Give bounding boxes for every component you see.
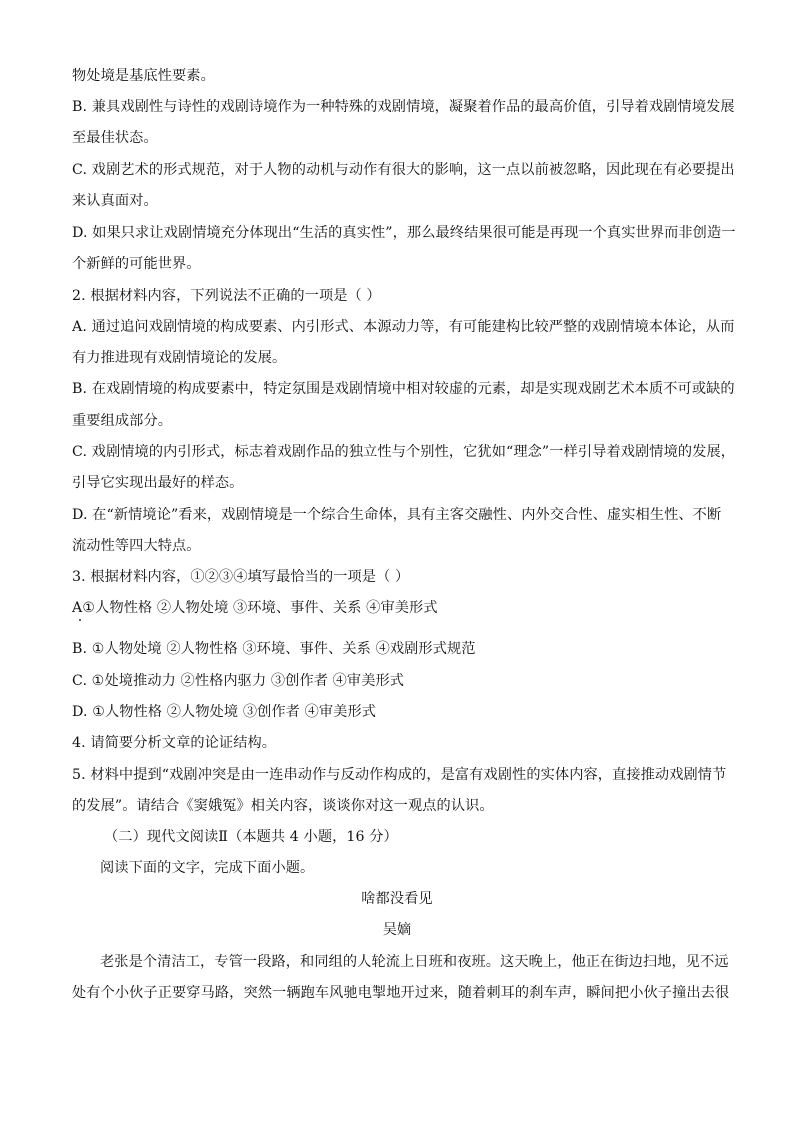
- option-b-line: B. 兼具戏剧性与诗性的戏剧诗境作为一种特殊的戏剧情境，凝聚着作品的最高价值，引导着戏剧情境发展: [72, 99, 735, 115]
- option-d-line: D. 如果只求让戏剧情境充分体现出“生活的真实性”，那么最终结果很可能是再现一个真实世界而非创造一: [72, 225, 736, 241]
- option-b-line: B. 在戏剧情境的构成要素中，特定氛围是戏剧情境中相对较虚的元素，却是实现戏剧艺术本质不可或缺的: [72, 381, 735, 397]
- question-2: 2. 根据材料内容，下列说法不正确的一项是（ ）: [72, 288, 381, 304]
- text-line: 的发展”。请结合《窦娥冤》相关内容，谈谈你对这一观点的认识。: [72, 798, 494, 814]
- option-d-line: D. 在“新情境论”看来，戏剧情境是一个综合生命体，具有主客交融性、内外交合性、虚实相生性、不断: [72, 507, 722, 523]
- text-line: 引导它实现出最好的样态。: [72, 475, 244, 491]
- text-line: 至最佳状态。: [72, 130, 158, 146]
- option-a-line: A. 通过追问戏剧情境的构成要素、内引形式、本源动力等，有可能建构比较严整的戏剧情境本体论，从而: [72, 319, 735, 335]
- text-line: 个新鲜的可能世界。: [72, 256, 201, 272]
- option-d-line: D. ①人物性格 ②人物处境 ③创作者 ④审美形式: [72, 704, 377, 720]
- text-line: 重要组成部分。: [72, 413, 173, 429]
- story-author: 吴嫡: [382, 922, 412, 938]
- text-line: 物处境是基底性要素。: [72, 68, 215, 84]
- option-a-line: A①人物性格 ②人物处境 ③环境、事件、关系 ④审美形式: [72, 600, 438, 616]
- section-heading: （二）现代文阅读Ⅱ（本题共 4 小题，16 分）: [104, 829, 398, 845]
- story-paragraph-line: 老张是个清洁工，专管一段路，和同组的人轮流上日班和夜班。这天晚上，他正在街边扫地，见不远: [100, 954, 729, 970]
- text-line: 流动性等四大特点。: [72, 538, 201, 554]
- stray-dot: [79, 619, 81, 621]
- option-c-line: C. 戏剧情境的内引形式，标志着戏剧作品的独立性与个别性，它犹如“理念”一样引导着戏剧情境的发展，: [72, 444, 736, 460]
- story-title: 啥都没看见: [361, 891, 433, 907]
- option-c-line: C. ①处境推动力 ②性格内驱力 ③创作者 ④审美形式: [72, 673, 405, 689]
- option-c-line: C. 戏剧艺术的形式规范，对于人物的动机与动作有很大的影响，这一点以前被忽略，因此现在有必要提出: [72, 162, 735, 178]
- question-3: 3. 根据材料内容，①②③④填写最恰当的一项是（ ）: [72, 569, 410, 585]
- question-5: 5. 材料中提到“戏剧冲突是由一连串动作与反动作构成的，是富有戏剧性的实体内容，直接推动戏剧情节: [72, 767, 727, 783]
- text-line: 来认真面对。: [72, 193, 158, 209]
- text-line: 有力推进现有戏剧情境论的发展。: [72, 350, 287, 366]
- instruction-text: 阅读下面的文字，完成下面小题。: [100, 860, 315, 876]
- question-4: 4. 请简要分析文章的论证结构。: [72, 735, 277, 751]
- story-paragraph-line: 处有个小伙子正要穿马路，突然一辆跑车风驰电掣地开过来，随着刺耳的刹车声，瞬间把小伙子撞出去很: [72, 985, 730, 1001]
- option-b-line: B. ①人物处境 ②人物性格 ③环境、事件、关系 ④戏剧形式规范: [72, 641, 476, 657]
